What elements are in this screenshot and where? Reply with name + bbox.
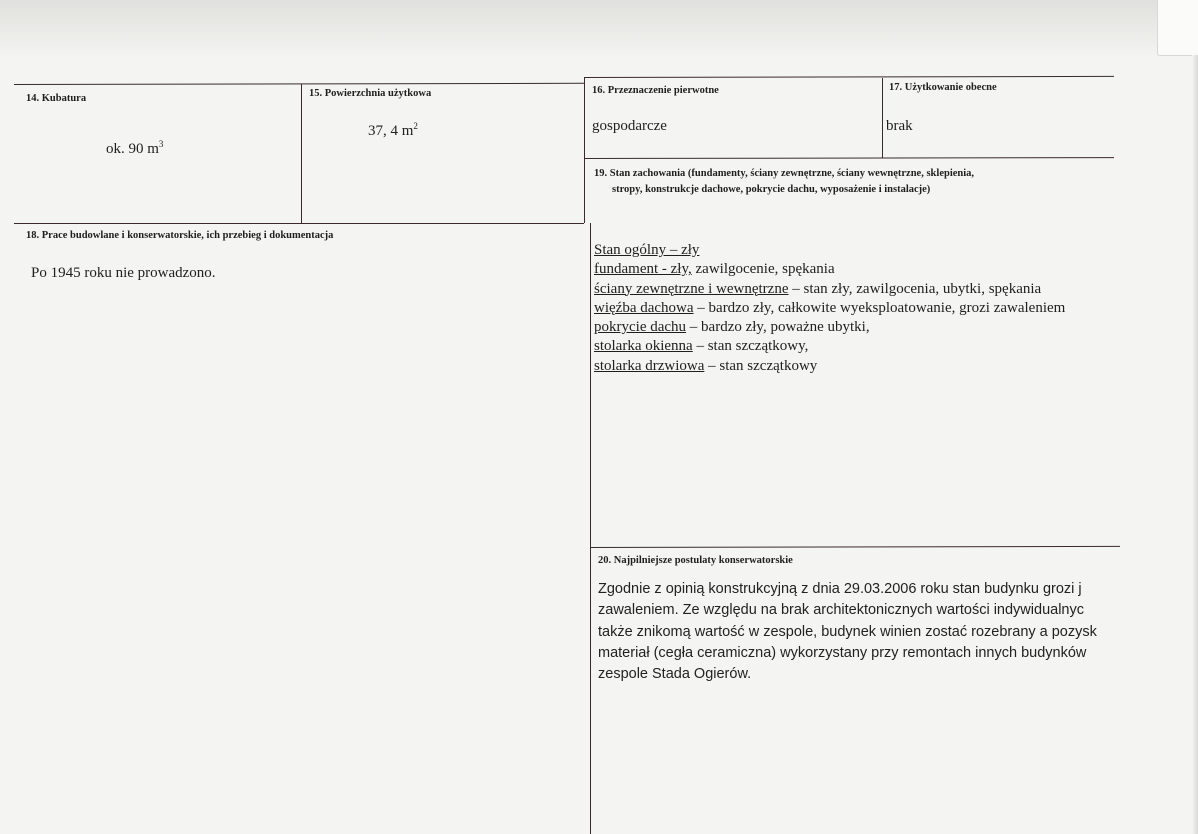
divider-left-right — [584, 78, 585, 223]
divider-16-17 — [882, 78, 883, 158]
condition-heading: fundament - zły, — [594, 261, 692, 278]
border-19-20 — [590, 546, 1120, 548]
area-exponent: 2 — [413, 121, 418, 131]
divider-column-lower — [590, 223, 591, 834]
divider-14-15 — [301, 84, 302, 224]
condition-heading: ściany zewnętrzne i wewnętrzne — [594, 280, 789, 297]
volume-number: ok. 90 m — [106, 141, 159, 157]
field-16-value: gospodarcze — [592, 118, 667, 134]
condition-heading: Stan ogólny – zły — [594, 242, 700, 258]
field-17-label: 17. Użytkowanie obecne — [889, 82, 997, 93]
field-16-label: 16. Przeznaczenie pierwotne — [592, 85, 719, 96]
field-14-label: 14. Kubatura — [26, 93, 87, 104]
recommendation-line: zawaleniem. Ze względu na brak architektonicznych wartości indywidualnyc — [598, 602, 1084, 619]
condition-line — [594, 299, 1065, 318]
field-19-label-line1: 19. Stan zachowania (fundamenty, ściany zewnętrzne, ściany wewnętrzne, sklepienia, — [594, 168, 975, 179]
volume-exponent: 3 — [158, 139, 164, 149]
border-left-18 — [14, 223, 584, 224]
condition-text: – bardzo zły, poważne ubytki, — [686, 319, 870, 336]
condition-text: zawilgocenie, spękania — [691, 261, 835, 278]
border-16-19 — [584, 157, 1114, 159]
field-20-value — [598, 579, 1126, 685]
recommendation-line: materiał (cegła ceramiczna) wykorzystany przy remontach innych budynków — [598, 644, 1087, 661]
condition-heading: pokrycie dachu — [594, 319, 687, 336]
scan-top-strip — [0, 0, 1198, 58]
field-17-value: brak — [886, 118, 913, 134]
condition-text: – stan szczątkowy — [704, 357, 818, 374]
field-15-label: 15. Powierzchnia użytkowa — [309, 88, 432, 99]
area-number: 37, 4 m — [368, 123, 414, 139]
field-18-label: 18. Prace budowlane i konserwatorskie, ich przebieg i dokumentacja — [26, 230, 334, 241]
condition-line — [594, 318, 1065, 337]
form-top-border — [14, 83, 584, 85]
condition-line — [594, 241, 1065, 260]
paper-edge — [1192, 55, 1198, 834]
condition-line — [594, 337, 1065, 356]
field-18-value: Po 1945 roku nie prowadzono. — [31, 265, 216, 281]
condition-text: – bardzo zły, całkowite wyeksploatowanie, grozi zawaleniem — [693, 299, 1066, 316]
condition-heading: stolarka okienna — [594, 338, 693, 355]
condition-heading: więźba dachowa — [594, 299, 694, 316]
form-top-border-right — [584, 76, 1114, 78]
recommendation-line: także znikomą wartość w zespole, budynek winien zostać rozebrany a pozysk — [598, 623, 1097, 640]
condition-text: – stan szczątkowy, — [692, 338, 809, 355]
field-14-value — [106, 139, 163, 158]
condition-heading: stolarka drzwiowa — [594, 357, 705, 374]
field-20-label: 20. Najpilniejsze postulaty konserwatorskie — [598, 555, 793, 566]
condition-line — [594, 260, 1065, 279]
field-15-value — [368, 121, 418, 140]
condition-text: – stan zły, zawilgocenia, ubytki, spękania — [788, 280, 1042, 297]
recommendation-line: zespole Stada Ogierów. — [598, 666, 752, 683]
condition-list — [594, 241, 1065, 376]
condition-line — [594, 280, 1065, 299]
recommendation-line: Zgodnie z opinią konstrukcyjną z dnia 29.03.2006 roku stan budynku grozi j — [598, 581, 1082, 597]
paper-corner — [1157, 0, 1198, 56]
field-19-label-line2: stropy, konstrukcje dachowe, pokrycie dachu, wyposażenie i instalacje) — [612, 184, 931, 195]
condition-line — [594, 357, 1065, 376]
